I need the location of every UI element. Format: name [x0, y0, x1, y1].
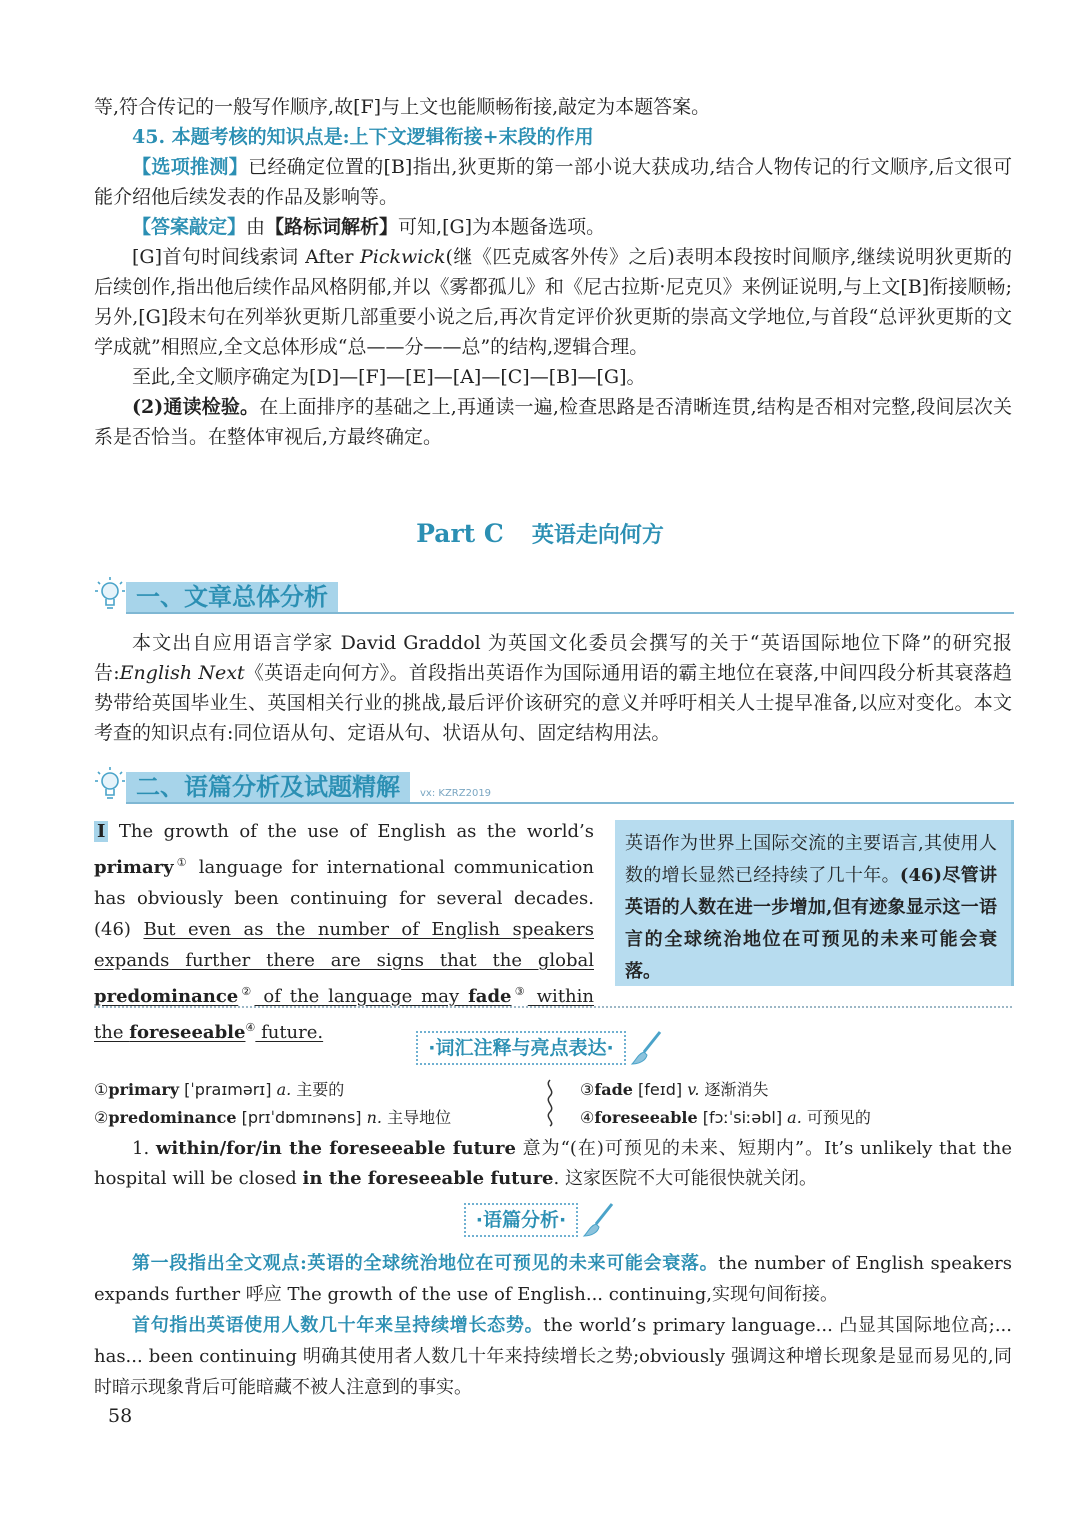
- footnote-2: ②: [238, 985, 255, 998]
- part-label: Part C: [416, 519, 504, 548]
- analysis-highlight-1: 第一段指出全文观点:英语的全球统治地位在可预见的未来可能会衰落。: [132, 1253, 719, 1274]
- vocab-pos: n.: [366, 1108, 382, 1127]
- analysis-text-2: the world’s primary language... 凸显其国际地位高;... has... been continuing 明确其使用者人数几十年来持续增长之势;obviously 强调这种增长现象是显而易见的,同时暗示现象背后可能暗藏不被人注意到的事实。: [94, 1315, 1012, 1398]
- underlined-sentence-c: within the: [94, 986, 594, 1043]
- vocab-phonetic: [feɪd]: [632, 1080, 688, 1099]
- lightbulb-icon: [90, 764, 126, 804]
- vocab-pos: v.: [687, 1080, 700, 1099]
- overview-title: English Next: [119, 662, 245, 684]
- underlined-sentence-b: of the language may: [254, 986, 469, 1007]
- expr-phrase: within/for/in the foreseeable future: [155, 1138, 516, 1159]
- expr-example: in the foreseeable future: [302, 1168, 554, 1189]
- review-paragraph: [94, 392, 1012, 452]
- lightbulb-icon: [90, 574, 126, 614]
- vocab-meaning: 逐渐消失: [699, 1080, 769, 1099]
- translation-b: (46)尽管讲英语的人数在进一步增加,但有迹象显示这一语言的全球统治地位在可预见的未来可能会衰落。: [625, 865, 997, 982]
- vocab-word-foreseeable: foreseeable: [129, 1022, 246, 1043]
- underlined-sentence-d: future.: [255, 1022, 324, 1043]
- continuation-line: 等,符合传记的一般写作顺序,故[F]与上文也能顺畅衔接,敲定为本题答案。: [94, 96, 711, 118]
- expression-paragraph: [94, 1134, 1012, 1194]
- expl-a: [G]首句时间线索词 After: [132, 246, 360, 268]
- part-subtitle: 英语走向何方: [531, 522, 664, 548]
- vocab-word: foreseeable: [594, 1108, 698, 1127]
- divider-squiggle: [542, 1078, 558, 1128]
- order-result: 至此,全文顺序确定为[D]—[F]—[E]—[A]—[C]—[B]—[G]。: [132, 366, 646, 388]
- tag-option-guess: 【选项推测】: [132, 156, 249, 178]
- translation-a: 英语作为世界上国际交流的主要语言,其使用人数的增长显然已经持续了几十年。: [625, 833, 997, 886]
- section-1-header: [90, 574, 1014, 614]
- vocab-num: ④: [580, 1108, 595, 1127]
- explanation-paragraph: [94, 242, 1012, 362]
- vocab-word-predominance: predominance: [94, 986, 239, 1007]
- expr-num: 1.: [132, 1138, 156, 1159]
- vocab-pos: a.: [276, 1080, 292, 1099]
- answer-text-c: 可知,[G]为本题备选项。: [398, 216, 606, 238]
- footnote-4: ④: [245, 1021, 256, 1034]
- analysis-block: [94, 1248, 1012, 1403]
- vocab-word-primary: primary: [94, 857, 174, 878]
- expl-c: (继《匹克威客外传》之后)表明本段按时间顺序,继续说明狄更斯的后续创作,指出他后续作品风格阴郁,并以《雾都孤儿》和《尼古拉斯·尼克贝》来例证说明,与上文[B]衔接顺畅;另外,[G]段末句在列举狄更斯几部重要小说之后,再次肯定评价狄更斯的崇高文学地位,与首段“总评狄更斯的文学成就”相照应,全文总体形成“总——分——总”的结构,逻辑合理。: [94, 246, 1012, 358]
- answer-paragraph: [94, 212, 1012, 242]
- vocab-num: ②: [94, 1108, 109, 1127]
- part-title: [0, 518, 1080, 549]
- vocab-pos: a.: [787, 1108, 802, 1127]
- section-1-title: 一、文章总体分析: [126, 582, 338, 612]
- brush-icon: [582, 1202, 616, 1240]
- vocab-meaning: 可预见的: [801, 1108, 871, 1127]
- vocab-phonetic: [prɪˈdɒmɪnəns]: [236, 1108, 367, 1127]
- option-guess-text: 已经确定位置的[B]指出,狄更斯的第一部小说大获成功,结合人物传记的行文顺序,后文很可能介绍他后续发表的作品及影响等。: [94, 156, 1012, 208]
- brush-icon: [630, 1030, 664, 1068]
- paragraph-number: I: [94, 821, 108, 842]
- analysis-paragraph-2: [94, 1310, 1012, 1403]
- underlined-sentence-a: But even as the number of English speakers expands further there are signs that the global: [94, 919, 595, 971]
- review-text: 在上面排序的基础之上,再通读一遍,检查思路是否清晰连贯,结构是否相对完整,段间层次关系是否恰当。在整体审视后,方最终确定。: [94, 396, 1012, 448]
- vocab-meaning: 主导地位: [382, 1108, 452, 1127]
- page-number: 58: [108, 1405, 133, 1427]
- watermark: vx: KZRZ2019: [420, 788, 492, 799]
- overview-paragraph: [94, 628, 1012, 748]
- vocab-entry-3: [580, 1076, 769, 1104]
- overview-c: 《英语走向何方》。首段指出英语作为国际通用语的霸主地位在衰落,中间四段分析其衰落趋势带给英国毕业生、英国相关行业的挑战,最后评价该研究的意义并呼吁相关人士提早准备,以应对变化。本文考查的知识点有:同位语从句、定语从句、状语从句、固定结构用法。: [94, 662, 1012, 744]
- para-text-2: language for international communication has obviously been continuing for several decades. (46): [94, 857, 594, 940]
- expl-italic: Pickwick: [360, 246, 446, 268]
- translation-box: [615, 820, 1014, 986]
- question-45-heading: 45. 本题考核的知识点是:上下文逻辑衔接+末段的作用: [132, 126, 594, 148]
- vocab-meaning: 主要的: [291, 1080, 345, 1099]
- vocab-num: ③: [580, 1080, 595, 1099]
- top-block: [94, 92, 1012, 452]
- expr-tail: . 这家医院不大可能很快就关闭。: [553, 1168, 817, 1189]
- analysis-heading: ·语篇分析·: [464, 1203, 578, 1237]
- overview-a: 本文出自应用语言学家 David Graddol 为英国文化委员会撰写的关于“英语国际地位下降”的研究报告:: [94, 632, 1012, 684]
- option-guess-paragraph: [94, 152, 1012, 212]
- vocab-heading-wrap: [0, 1030, 1080, 1068]
- english-paragraph: [94, 816, 594, 1048]
- answer-text-a: 由: [246, 216, 266, 238]
- footnote-3: ③: [511, 985, 528, 998]
- vocab-phonetic: [fɔːˈsiːəbl]: [697, 1108, 788, 1127]
- vocab-word: predominance: [108, 1108, 237, 1127]
- paragraph-1: [94, 816, 594, 1048]
- expression-block: [94, 1134, 1012, 1194]
- vocab-entry-1: [94, 1076, 344, 1104]
- analysis-text-1: the number of English speakers expands further 呼应 The growth of the use of English... continuing,实现句间衔接。: [94, 1253, 1012, 1305]
- footnote-1: ①: [173, 856, 190, 869]
- vocab-heading: ·词汇注释与亮点表达·: [416, 1031, 625, 1065]
- vocab-word-fade: fade: [468, 986, 512, 1007]
- vocab-word: fade: [594, 1080, 633, 1099]
- analysis-heading-wrap: [0, 1202, 1080, 1240]
- analysis-highlight-2: 首句指出英语使用人数几十年来呈持续增长态势。: [132, 1315, 544, 1336]
- vocab-entry-2: [94, 1104, 451, 1132]
- vocab-entry-4: [580, 1104, 871, 1132]
- analysis-paragraph-1: [94, 1248, 1012, 1310]
- vocab-word: primary: [108, 1080, 180, 1099]
- vocab-phonetic: [ˈpraɪmərɪ]: [179, 1080, 277, 1099]
- signpost-tag: 【路标词解析】: [265, 216, 399, 238]
- section-2-title: 二、语篇分析及试题精解: [126, 772, 410, 802]
- section-2-header: [90, 764, 1014, 804]
- translation-text: [625, 828, 997, 988]
- review-label: (2)通读检验。: [132, 396, 260, 418]
- tag-answer: 【答案敲定】: [132, 216, 247, 238]
- para-text-1: The growth of the use of English as the world’s: [108, 821, 594, 842]
- expr-meaning: 意为“(在)可预见的未来、短期内”。It’s unlikely that the hospital will be closed: [94, 1138, 1013, 1189]
- dotted-divider: [94, 1006, 1012, 1008]
- vocab-num: ①: [94, 1080, 109, 1099]
- section-1-body: [94, 628, 1012, 748]
